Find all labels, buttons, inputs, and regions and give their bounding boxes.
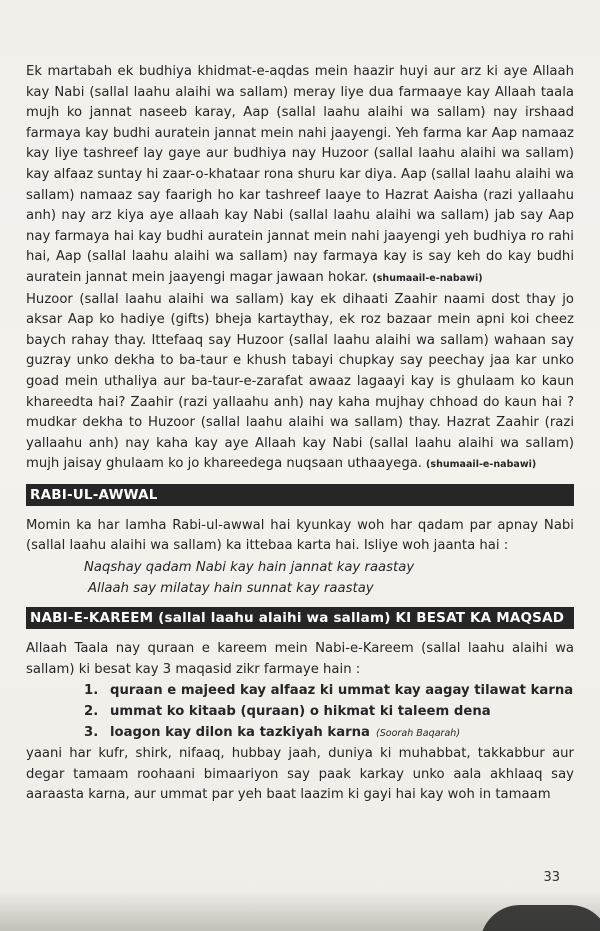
list-item-text: loagon kay dilon ka tazkiyah karna bbox=[110, 725, 370, 741]
list-item-text: ummat ko kitaab (quraan) o hikmat ki taleem dena bbox=[110, 704, 491, 720]
paragraph-budhiya-story bbox=[26, 62, 574, 290]
paragraph-zaahir-story bbox=[26, 290, 574, 476]
section-heading-besat-ka-maqsad: NABI-E-KAREEM (sallal laahu alaihi wa sallam) KI BESAT KA MAQSAD bbox=[26, 607, 574, 629]
paragraph-closing: yaani har kufr, shirk, nifaaq, hubbay jaah, duniya ki muhabbat, takkabbur aur degar tamaam roohaani bimaariyon say paak karkay unko aala akhlaaq say aaraasta karna, aur ummat par yeh baat laazim ki gayi hai kay woh in tamaam bbox=[26, 746, 574, 803]
list-item-text: quraan e majeed kay alfaaz ki ummat kay aagay tilawat karna bbox=[110, 683, 574, 699]
list-item bbox=[26, 680, 574, 701]
reference-citation: (shumaail-e-nabawi) bbox=[426, 459, 537, 471]
surah-citation: (Soorah Baqarah) bbox=[375, 728, 461, 740]
page-content bbox=[26, 62, 574, 806]
list-number: 3. bbox=[84, 725, 99, 741]
list-item bbox=[26, 701, 574, 722]
page-number: 33 bbox=[543, 870, 560, 885]
couplet-line-1: Naqshay qadam Nabi kay hain jannat kay raastay bbox=[84, 560, 415, 576]
paragraph-besat-intro: Allaah Taala nay quraan e kareem mein Nabi-e-Kareem (sallal laahu alaihi wa sallam) ki besat kay 3 maqasid zikr farmaye hain : bbox=[26, 641, 574, 677]
list-number: 1. bbox=[84, 683, 99, 699]
list-item bbox=[26, 722, 574, 744]
section-heading-rabi-ul-awwal: RABI-UL-AWWAL bbox=[26, 484, 574, 506]
paragraph-text: Huzoor (sallal laahu alaihi wa sallam) kay ek dihaati Zaahir naami dost thay jo aksar Aap ko hadiye (gifts) bheja kartaythay, ek roz bazaar mein apni koi cheez baych rahay thay. Ittefaaq say Huzoor (sallal laahu alaihi wa sallam) wahaan say guzray unko dekha to ba-taur e khush tabayi chupkay say peechay jaa kar unko goad mein uthaliya aur ba-taur-e-zarafat awaaz lagaayi kay is ghulaam ko kaun khareedta hai? Zaahir (razi yallaahu anh) nay kaha mujhay chhoad do kaun hai ? mudkar dekha to Huzoor (sallal laahu alaihi wa sallam) thay. Hazrat Zaahir (razi yallaahu anh) nay kaha kay aye Allaah kay Nabi (sallal laahu alaihi wa sallam) mujh jaisay ghulaam ko jo khareedega nuqsaan uthaayega. bbox=[26, 291, 574, 472]
paragraph-text: Ek martabah ek budhiya khidmat-e-aqdas mein haazir huyi aur arz ki aye Allaah kay Nabi (sallal laahu alaihi wa sallam) meray liye dua farmaaye kay Allaah taala mujh ko jannat naseeb karay, Aap (sallal laahu alaihi wa sallam) nay irshaad farmaya kay budhi auratein jannat mein nahi jaayengi. Yeh farma kar Aap namaaz kay liye tashreef lay gaye aur budhiya nay Huzoor (sallal laahu alaihi wa sallam) kay alfaaz suntay hi zaar-o-khataar rona shuru kar diya. Aap (sallal laahu alaihi wa sallam) namaaz say faarigh ho kar tashreef laaye to Hazrat Aaisha (razi yallaahu anh) nay arz kiya aye allaah kay Nabi (sallal laahu alaihi wa sallam) jab say Aap nay farmaya hai kay budhi auratein jannat mein nahi jaayengi yeh budhiya ro rahi hai, Aap (sallal laahu alaihi wa sallam) nay farmaya kay is say keh do kay budhi auratein jannat mein jaayengi magar jawaan hokar. bbox=[26, 64, 574, 285]
couplet-line-2: Allaah say milatay hain sunnat kay raastay bbox=[88, 581, 374, 597]
reference-citation: (shumaail-e-nabawi) bbox=[372, 272, 483, 284]
paragraph-rabi-ul-awwal: Momin ka har lamha Rabi-ul-awwal hai kyunkay woh har qadam par apnay Nabi (sallal laahu alaihi wa sallam) ka ittebaa karta hai. Isliye woh jaanta hai : bbox=[26, 517, 574, 554]
list-number: 2. bbox=[84, 704, 99, 720]
